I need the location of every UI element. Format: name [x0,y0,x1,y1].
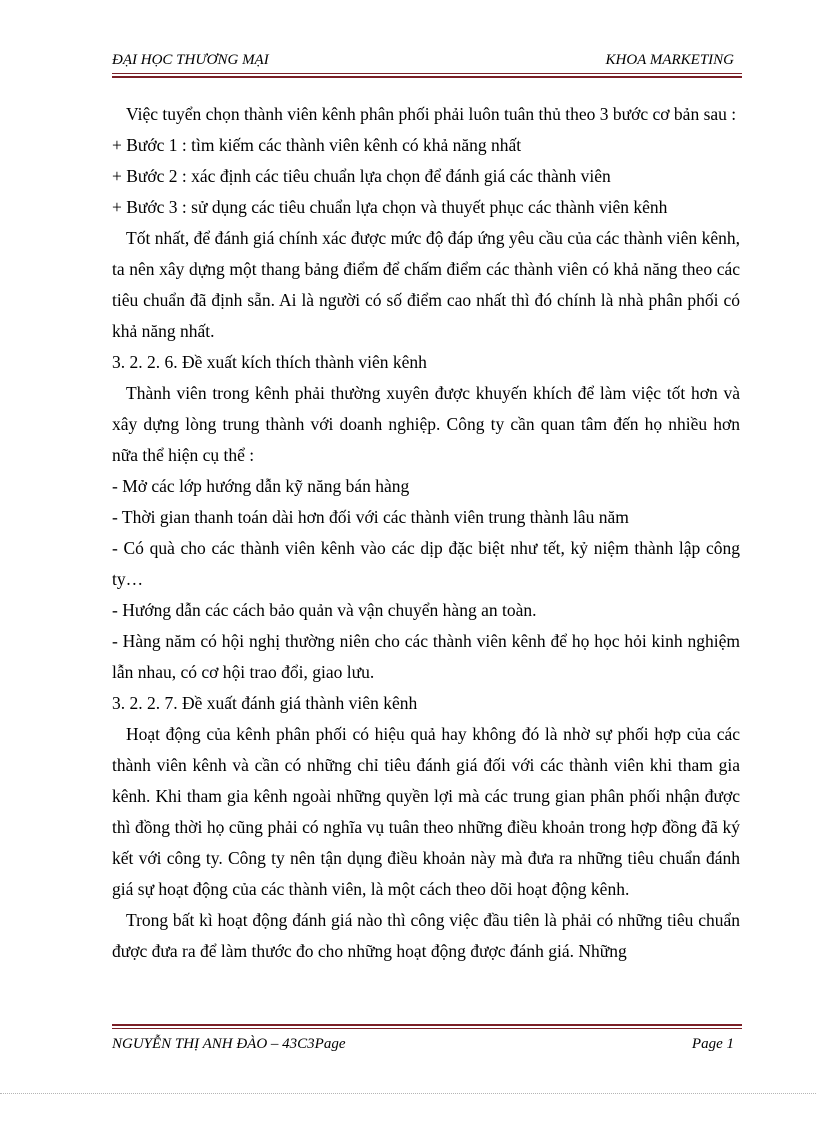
section-heading: 3. 2. 2. 7. Đề xuất đánh giá thành viên kênh [112,693,418,713]
footer-rule [112,1024,742,1029]
header-university: ĐẠI HỌC THƯƠNG MẠI [112,52,269,68]
page-header [112,52,738,72]
page-footer [112,1036,738,1056]
body-text [112,99,740,967]
footer-author: NGUYỄN THỊ ANH ĐÀO – 43C3Page [112,1036,346,1052]
paragraph: Thành viên trong kênh phải thường xuyên được khuyến khích để làm việc tốt hơn và xây dựng lòng trung thành với doanh nghiệp. Công ty cần quan tâm đến họ nhiều hơn nữa thể hiện cụ thể : [112,383,740,465]
header-rule [112,73,742,78]
list-item: + Bước 1 : tìm kiếm các thành viên kênh có khả năng nhất [112,135,522,155]
list-item: - Thời gian thanh toán dài hơn đối với các thành viên trung thành lâu năm [112,507,629,527]
list-item: + Bước 3 : sử dụng các tiêu chuẩn lựa chọn và thuyết phục các thành viên kênh [112,197,668,217]
header-faculty: KHOA MARKETING [605,52,734,68]
page-break-line [0,1093,816,1094]
list-item: - Hướng dẫn các cách bảo quản và vận chuyển hàng an toàn. [112,600,537,620]
paragraph: Trong bất kì hoạt động đánh giá nào thì công việc đầu tiên là phải có những tiêu chuẩn được đưa ra để làm thước đo cho những hoạt động được đánh giá. Những [112,910,740,961]
paragraph: Tốt nhất, để đánh giá chính xác được mức độ đáp ứng yêu cầu của các thành viên kênh, ta nên xây dựng một thang bảng điểm để chấm điểm các thành viên có khả năng theo các tiêu chuẩn đã định sẵn. Ai là người có số điểm cao nhất thì đó chính là nhà phân phối có khả năng nhất. [112,228,740,341]
list-item: - Có quà cho các thành viên kênh vào các dịp đặc biệt như tết, kỷ niệm thành lập công ty… [112,538,740,589]
list-item: + Bước 2 : xác định các tiêu chuẩn lựa chọn để đánh giá các thành viên [112,166,611,186]
list-item: - Hàng năm có hội nghị thường niên cho các thành viên kênh để họ học hỏi kinh nghiệm lẫn nhau, có cơ hội trao đổi, giao lưu. [112,631,740,682]
page-number: Page 1 [691,1036,734,1052]
section-heading: 3. 2. 2. 6. Đề xuất kích thích thành viên kênh [112,352,427,372]
paragraph-intro: Việc tuyển chọn thành viên kênh phân phối phải luôn tuân thủ theo 3 bước cơ bản sau : [126,104,737,124]
list-item: - Mở các lớp hướng dẫn kỹ năng bán hàng [112,476,410,496]
paragraph: Hoạt động của kênh phân phối có hiệu quả hay không đó là nhờ sự phối hợp của các thành viên kênh và cần có những chỉ tiêu đánh giá đối với các thành viên khi tham gia kênh. Khi tham gia kênh ngoài những quyền lợi mà các trung gian phân phối nhận được thì đồng thời họ cũng phải có nghĩa vụ tuân theo những điều khoản trong hợp đồng đã ký kết với công ty. Công ty nên tận dụng điều khoản này mà đưa ra những tiêu chuẩn đánh giá sự hoạt động của các thành viên, là một cách theo dõi hoạt động kênh. [112,724,740,899]
